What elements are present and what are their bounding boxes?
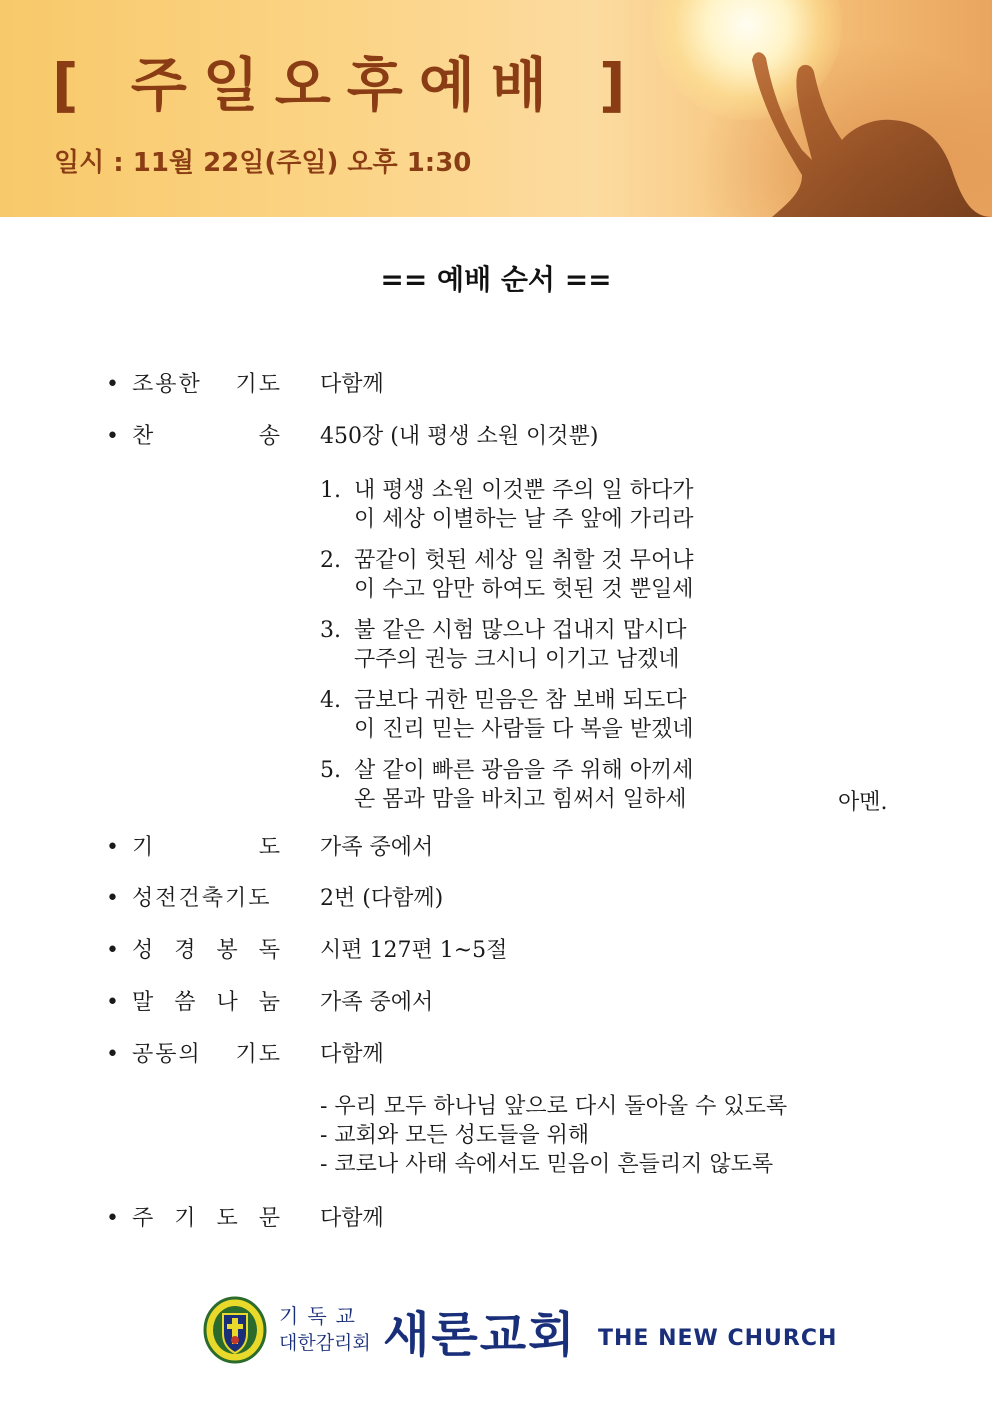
bullet: • [106,1206,119,1231]
order-item-value: 다함께 [320,1042,384,1067]
verse-line: 이 세상 이별하는 날 주 앞에 가리라 [354,507,694,532]
hymn-verse [320,476,694,534]
order-item-value: 2번 (다함께) [320,886,444,911]
order-item-value: 가족 중에서 [320,990,434,1015]
church-logo [203,1296,838,1364]
bullet: • [106,938,119,963]
church-name: 새론교회 [383,1307,577,1363]
bullet: • [106,424,119,449]
order-item-label: 공동의 기도 [132,1042,282,1067]
verse-line: 꿈같이 헛된 세상 일 취할 것 무어냐 [354,548,694,573]
bullet: • [106,835,119,860]
order-item-label: 기 도 [132,835,282,860]
verse-line: 이 진리 믿는 사람들 다 복을 받겠네 [354,717,694,742]
order-item-label: 조용한 기도 [132,372,282,397]
order-item-value: 다함께 [320,1206,384,1231]
bullet: • [106,372,119,397]
verse-line: 불 같은 시험 많으나 겁내지 맙시다 [354,618,687,643]
amen-text: 아멘. [838,790,888,815]
denomination-line1: 기독교 [279,1304,364,1328]
hymn-verse [320,616,687,674]
prayer-point: - 교회와 모든 성도들을 위해 [320,1123,590,1148]
verse-line: 온 몸과 맘을 바치고 힘써서 일하세 [354,787,687,812]
page-title: [ 주일오후예배 ] [52,51,642,119]
worship-silhouette-image [732,0,992,217]
verse-line: 살 같이 빠른 광음을 주 위해 아끼세 [354,758,694,783]
bullet: • [106,1042,119,1067]
order-item-value: 다함께 [320,372,384,397]
service-datetime: 일시 : 11월 22일(주일) 오후 1:30 [54,148,472,178]
order-item-value: 시편 127편 1~5절 [320,938,508,963]
verse-line: 구주의 권능 크시니 이기고 남겠네 [354,647,680,672]
verse-number: 4. [320,688,341,713]
order-item-value: 450장 (내 평생 소원 이것뿐) [320,424,599,449]
order-item-label: 주 기 도 문 [132,1206,282,1231]
hymn-verse [320,546,694,604]
header-banner [0,0,992,217]
order-item-label: 찬 송 [132,424,282,449]
verse-line: 금보다 귀한 믿음은 참 보배 되도다 [354,688,687,713]
hymn-verse [320,686,694,744]
order-item-value: 가족 중에서 [320,835,434,860]
verse-line: 이 수고 암만 하여도 헛된 것 뿐일세 [354,577,694,602]
verse-number: 2. [320,548,341,573]
prayer-points [320,1092,787,1179]
order-heading: == 예배 순서 == [380,263,612,296]
bullet: • [106,886,119,911]
verse-number: 1. [320,478,341,503]
order-item-label: 말 씀 나 눔 [132,990,282,1015]
bullet: • [106,990,119,1015]
verse-number: 5. [320,758,341,783]
order-item-label: 성전건축기도 [132,886,272,911]
church-name-english: THE NEW CHURCH [598,1326,838,1351]
prayer-point: - 우리 모두 하나님 앞으로 다시 돌아올 수 있도록 [320,1094,788,1119]
methodist-emblem-icon [203,1296,267,1364]
prayer-point: - 코로나 사태 속에서도 믿음이 흔들리지 않도록 [320,1152,774,1177]
verse-line: 내 평생 소원 이것뿐 주의 일 하다가 [354,478,694,503]
verse-number: 3. [320,618,341,643]
hymn-verse [320,756,694,814]
denomination-line2: 대한감리회 [279,1332,371,1354]
order-item-label: 성 경 봉 독 [132,938,282,963]
